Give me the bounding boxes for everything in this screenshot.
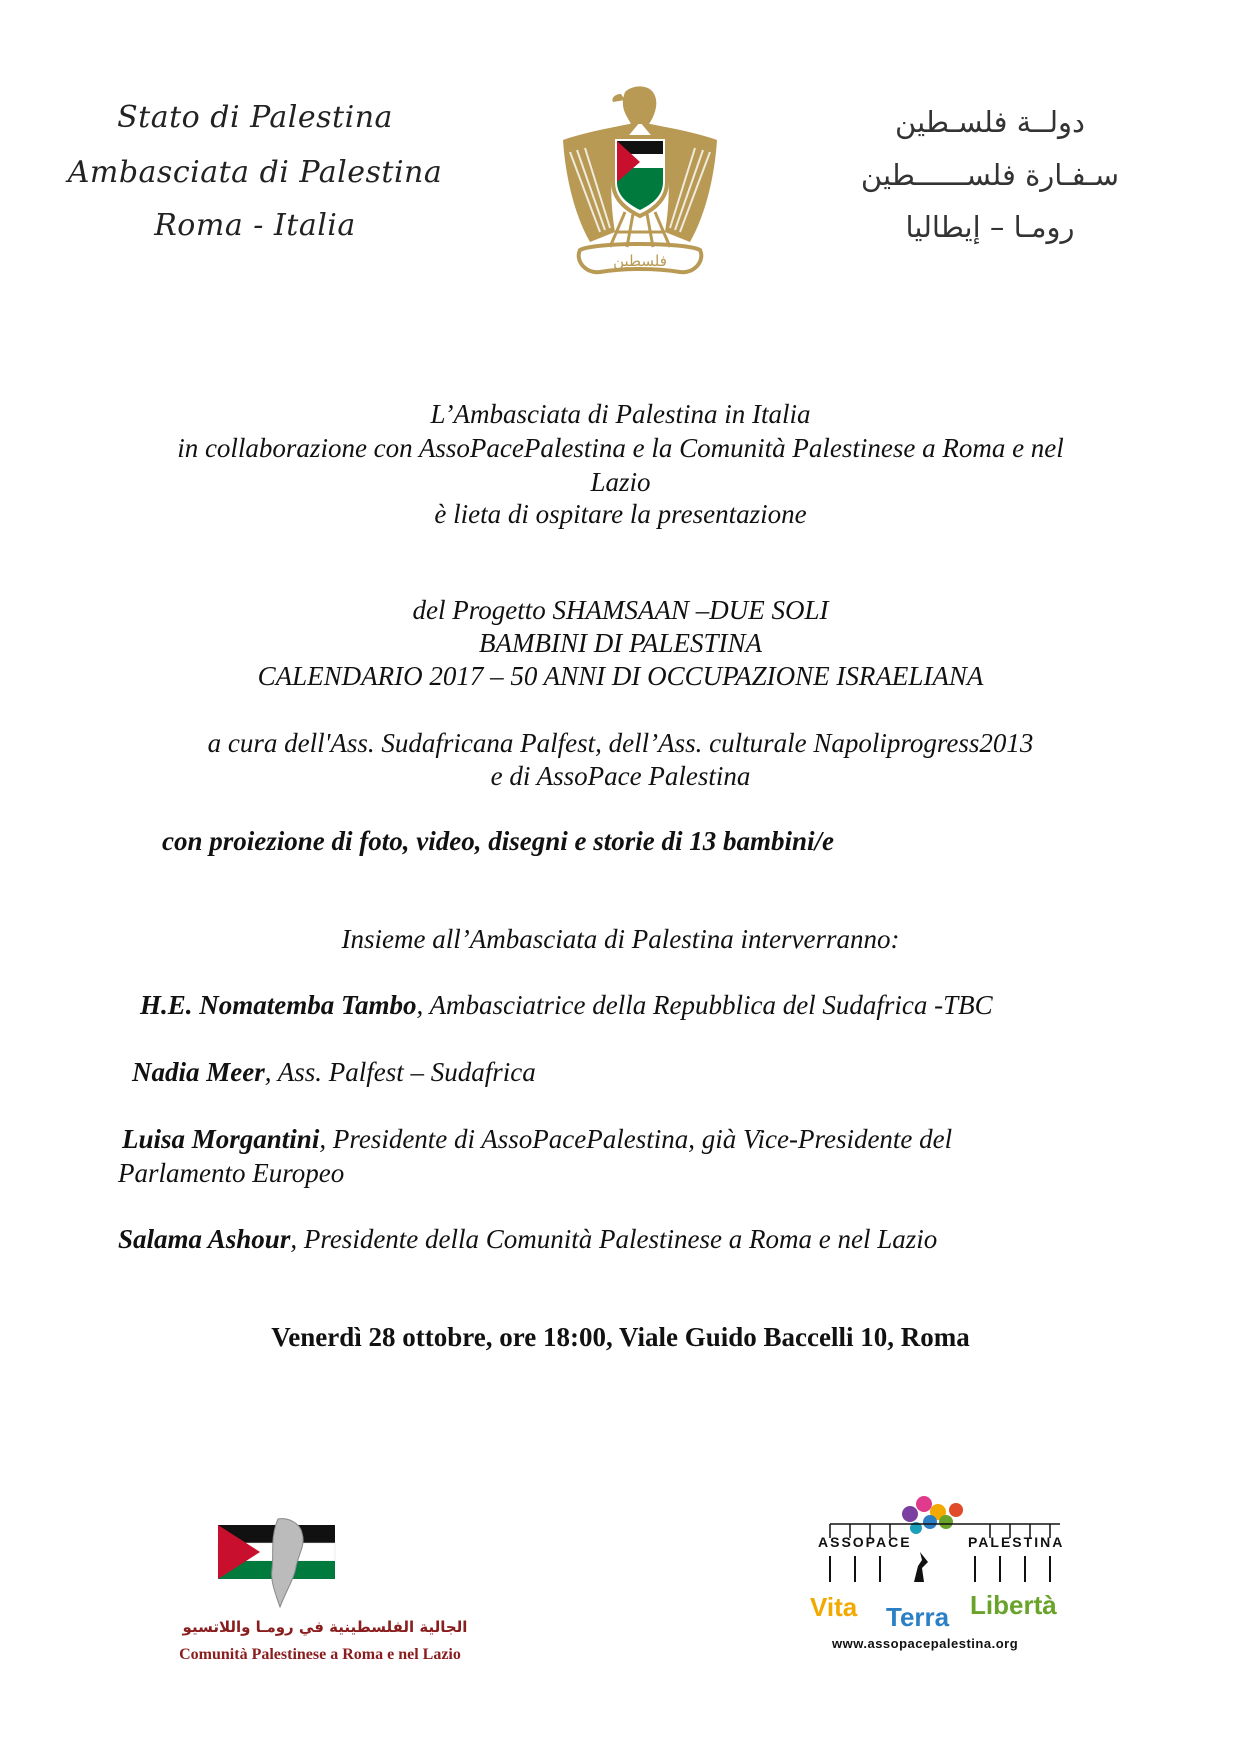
header-arabic-line-3: رومـا – إيطاليا: [905, 210, 1075, 244]
header-arabic-line-1: دولــة فلسـطين: [895, 105, 1085, 139]
intro-line-2: in collaborazione con AssoPacePalestina e la Comunità Palestinese a Roma e nel: [177, 433, 1064, 463]
intro-line-4: è lieta di ospitare la presentazione: [434, 499, 807, 529]
assopace-top-label: ASSOPACE: [818, 1534, 912, 1550]
speaker-3: [122, 1122, 952, 1156]
projection-line: con proiezione di foto, video, disegni e storie di 13 bambini/e: [162, 826, 834, 856]
eagle-emblem-icon: [555, 82, 725, 282]
liberta-label: Libertà: [970, 1590, 1057, 1620]
vita-label: Vita: [810, 1592, 858, 1622]
speaker-name: Salama Ashour: [118, 1224, 291, 1254]
palestine-emblem: [555, 82, 725, 282]
speaker-name: H.E. Nomatemba Tambo: [140, 990, 417, 1020]
assopace-url: www.assopacepalestina.org: [832, 1636, 1019, 1651]
speaker-role: , Presidente della Comunità Palestinese a Roma e nel Lazio: [290, 1224, 938, 1254]
speaker-3-cont: Parlamento Europeo: [118, 1158, 345, 1188]
project-line-1: del Progetto SHAMSAAN –DUE SOLI: [412, 595, 829, 625]
speaker-name: Luisa Morgantini: [122, 1124, 320, 1154]
speaker-4: [118, 1222, 937, 1256]
curated-line-2: e di AssoPace Palestina: [490, 761, 751, 791]
header-italian-line-2: Ambasciata di Palestina: [67, 155, 443, 190]
header-italian-line-3: Roma - Italia: [154, 208, 356, 243]
emblem-text: فلسطين: [613, 252, 667, 270]
community-arabic-caption: الجالية الفلسطينية في رومـا واللاتسيو: [182, 1618, 468, 1636]
assopace-logo: [810, 1490, 1080, 1665]
speaker-1: [140, 988, 993, 1022]
speaker-role: , Presidente di AssoPacePalestina, già Vice-Presidente del: [319, 1124, 953, 1154]
terra-label: Terra: [886, 1602, 950, 1632]
intro-line-3: Lazio: [590, 467, 651, 497]
event-line: Venerdì 28 ottobre, ore 18:00, Viale Guido Baccelli 10, Roma: [271, 1322, 970, 1352]
intro-line-1: L’Ambasciata di Palestina in Italia: [430, 399, 811, 429]
speaker-2: [132, 1055, 536, 1089]
palestina-top-label: PALESTINA: [968, 1534, 1065, 1550]
project-line-3: CALENDARIO 2017 – 50 ANNI DI OCCUPAZIONE ISRAELIANA: [257, 661, 984, 691]
header-italian-line-1: Stato di Palestina: [117, 100, 393, 135]
speakers-intro: Insieme all’Ambasciata di Palestina interverranno:: [341, 924, 900, 954]
community-caption: Comunità Palestinese a Roma e nel Lazio: [179, 1646, 461, 1663]
project-line-2: BAMBINI DI PALESTINA: [479, 628, 762, 658]
speaker-role: , Ambasciatrice della Repubblica del Sudafrica -TBC: [416, 990, 993, 1020]
header-arabic-line-2: سـفـارة فلســــــطين: [860, 158, 1120, 192]
community-logo: [200, 1515, 350, 1610]
speaker-role: , Ass. Palfest – Sudafrica: [264, 1057, 536, 1087]
palestine-flag-icon: [200, 1515, 350, 1610]
speaker-name: Nadia Meer: [132, 1057, 265, 1087]
curated-line-1: a cura dell'Ass. Sudafricana Palfest, dell’Ass. culturale Napoliprogress2013: [207, 728, 1034, 758]
